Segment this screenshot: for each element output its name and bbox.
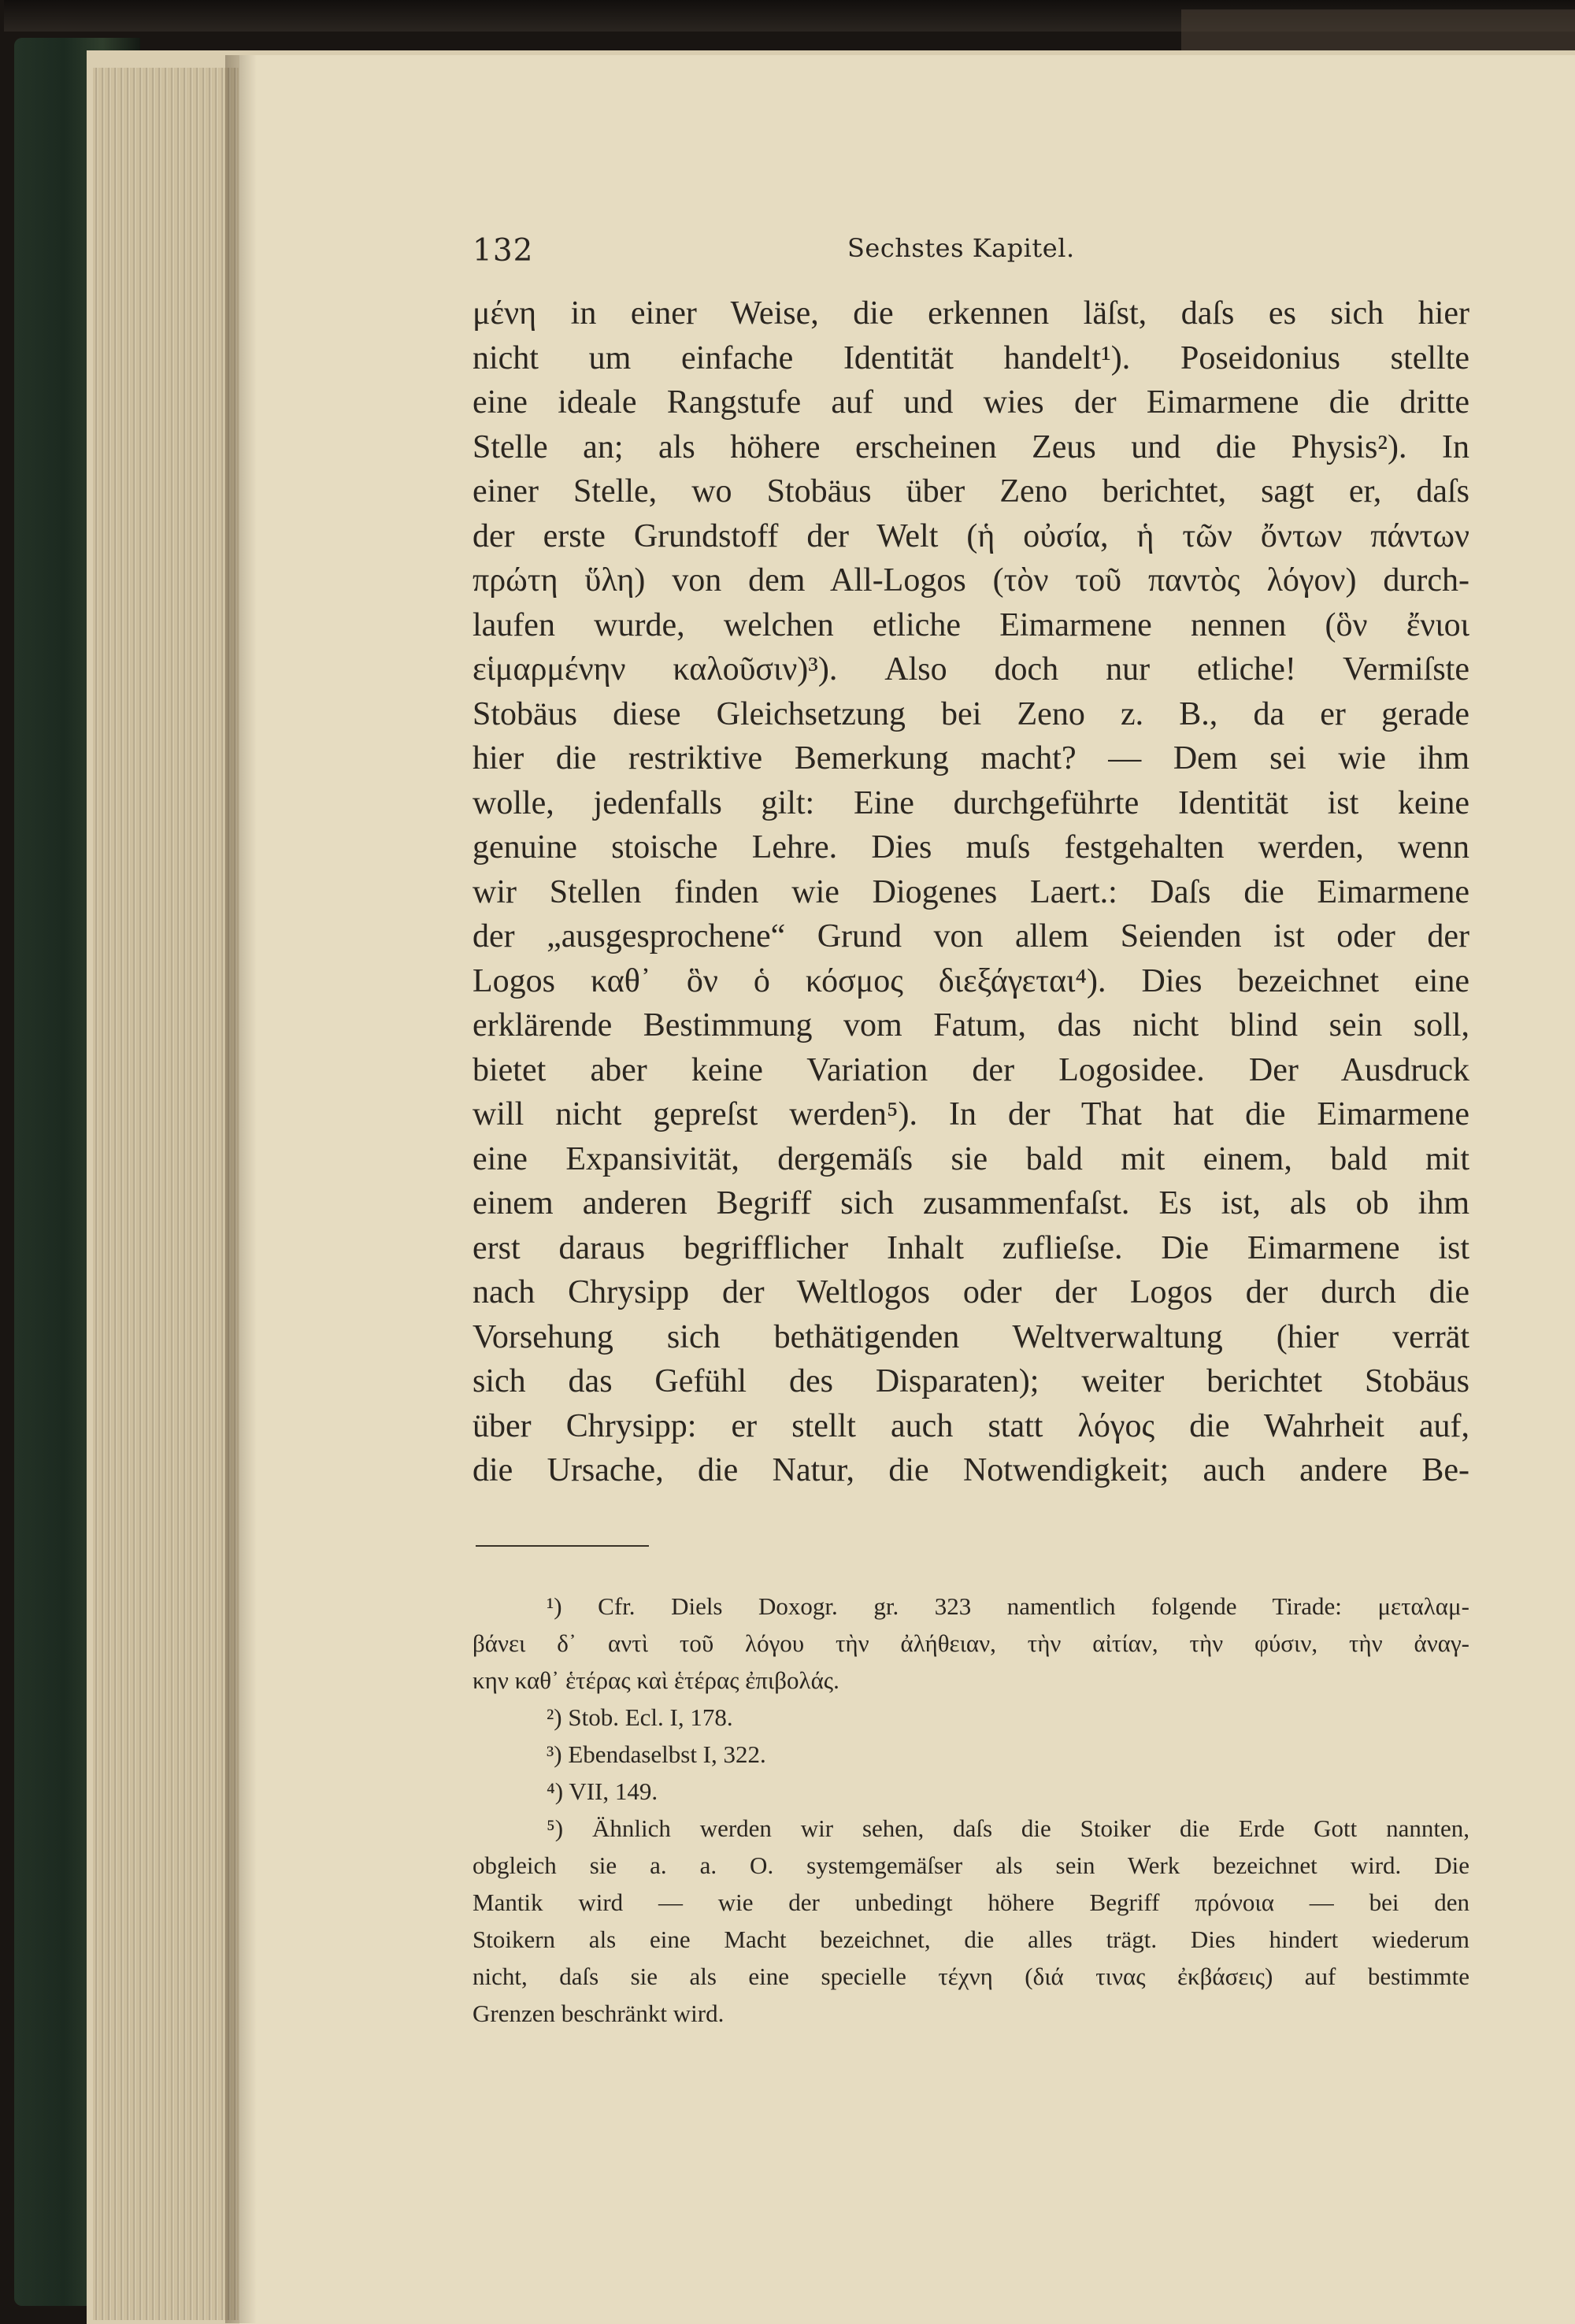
body-line: Stobäus diese Gleichsetzung bei Zeno z. B., da er gerade xyxy=(472,695,1469,732)
body-line: einem anderen Begriff sich zusammenfaſst. Es ist, als ob ihm xyxy=(472,1185,1469,1221)
body-line: Stelle an; als höhere erscheinen Zeus und die Physis²). In xyxy=(472,428,1469,465)
footnote-line: ⁵) Ähnlich werden wir sehen, daſs die Stoiker die Erde Gott nannten, xyxy=(547,1814,1469,1842)
footnote-line: κην καθ᾽ ἑτέρας καὶ ἑτέρας ἐπιβολάς. xyxy=(472,1666,839,1694)
footnote-line: ¹) Cfr. Diels Doxogr. gr. 323 namentlich folgende Tirade: μεταλαμ- xyxy=(547,1592,1469,1620)
footnote-line: Grenzen beschränkt wird. xyxy=(472,2000,724,2027)
body-line: nach Chrysipp der Weltlogos oder der Logos der durch die xyxy=(472,1274,1469,1310)
footnote-line: βάνει δ᾽ αντὶ τοῦ λόγου τὴν ἀλήθειαν, τὴν αἰτίαν, τὴν φύσιν, τὴν ἀναγ- xyxy=(472,1629,1469,1657)
body-line: wir Stellen finden wie Diogenes Laert.: Daſs die Eimarmene xyxy=(472,873,1469,910)
body-line: Vorsehung sich bethätigenden Weltverwaltung (hier verrät xyxy=(472,1318,1469,1355)
footnote-line: Stoikern als eine Macht bezeichnet, die alles trägt. Dies hindert wiederum xyxy=(472,1926,1469,1953)
body-line: der erste Grundstoff der Welt (ἡ οὐσία, ἡ τῶν ὄντων πάντων xyxy=(472,517,1469,554)
body-line: will nicht gepreſst werden⁵). In der That hat die Eimarmene xyxy=(472,1096,1469,1132)
body-line: Logos καθ᾽ ὃν ὁ κόσμος διεξάγεται⁴). Dies bezeichnet eine xyxy=(472,962,1469,999)
page-header xyxy=(472,233,1496,280)
page-number: 132 xyxy=(472,233,534,269)
body-text xyxy=(472,291,1469,1493)
body-line: sich das Gefühl des Disparaten); weiter berichtet Stobäus xyxy=(472,1363,1469,1399)
body-line: einer Stelle, wo Stobäus über Zeno berichtet, sagt er, daſs xyxy=(472,473,1469,510)
body-line: eine Expansivität, dergemäſs sie bald mit einem, bald mit xyxy=(472,1140,1469,1177)
body-line: über Chrysipp: er stellt auch statt λόγος die Wahrheit auf, xyxy=(472,1407,1469,1444)
footnote-line: nicht, daſs sie als eine specielle τέχνη (διά τινας ἐκβάσεις) auf bestimmte xyxy=(472,1963,1469,1990)
body-line: nicht um einfache Identität handelt¹). Poseidonius stellte xyxy=(472,339,1469,376)
footnote-line: Mantik wird — wie der unbedingt höhere Begriff πρόνοια — bei den xyxy=(472,1888,1469,1916)
body-line: laufen wurde, welchen etliche Eimarmene nennen (ὃν ἔνιοι xyxy=(472,606,1469,643)
body-line: erklärende Bestimmung vom Fatum, das nicht blind sein soll, xyxy=(472,1007,1469,1043)
footnote-line: ²) Stob. Ecl. I, 178. xyxy=(547,1703,733,1731)
footnote-rule xyxy=(476,1545,649,1547)
gutter-shadow xyxy=(225,55,257,2323)
footnote-line: obgleich sie a. a. O. systemgemäſser als sein Werk bezeichnet wird. Die xyxy=(472,1851,1469,1879)
body-line: πρώτη ὕλη) von dem All-Logos (τὸν τοῦ παντὸς λόγον) durch- xyxy=(472,562,1469,599)
page-edges-stack xyxy=(93,68,239,2320)
body-line: erst daraus begrifflicher Inhalt zuflieſse. Die Eimarmene ist xyxy=(472,1229,1469,1266)
footnote-line: ⁴) VII, 149. xyxy=(547,1777,658,1805)
body-line: genuine stoische Lehre. Dies muſs festgehalten werden, wenn xyxy=(472,829,1469,865)
body-line: bietet aber keine Variation der Logosidee. Der Ausdruck xyxy=(472,1051,1469,1088)
body-line: hier die restriktive Bemerkung macht? — Dem sei wie ihm xyxy=(472,740,1469,777)
footnote-line: ³) Ebendaselbst I, 322. xyxy=(547,1740,766,1768)
book-cover-corner xyxy=(1181,9,1575,57)
running-head: Sechstes Kapitel. xyxy=(847,233,1075,263)
body-line: wolle, jedenfalls gilt: Eine durchgeführte Identität ist keine xyxy=(472,784,1469,821)
body-line: der „ausgesprochene“ Grund von allem Seienden ist oder der xyxy=(472,918,1469,954)
body-line: die Ursache, die Natur, die Notwendigkeit; auch andere Be- xyxy=(472,1452,1469,1488)
body-line: μένη in einer Weise, die erkennen läſst, daſs es sich hier xyxy=(472,295,1469,332)
footnotes xyxy=(472,1588,1469,2032)
body-line: εἱμαρμένην καλοῦσιν)³). Also doch nur etliche! Vermiſste xyxy=(472,651,1469,688)
body-line: eine ideale Rangstufe auf und wies der Eimarmene die dritte xyxy=(472,384,1469,421)
